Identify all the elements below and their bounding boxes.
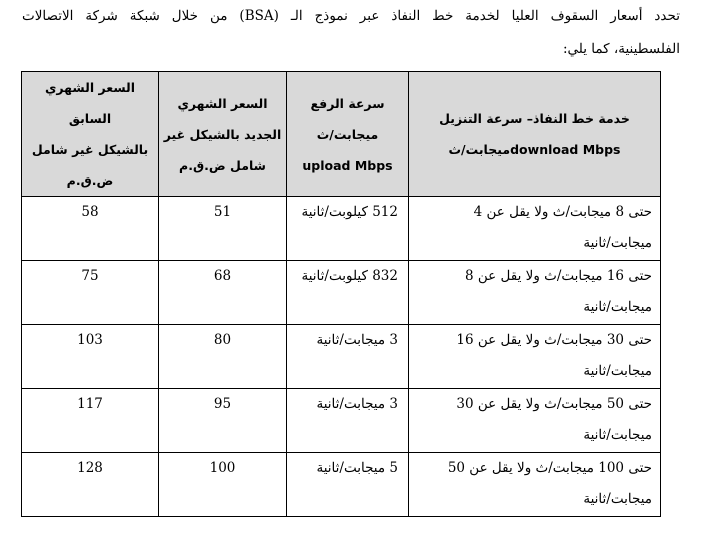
cell-service-line: حتى 50 ميجابت/ث ولا يقل عن 30 [456,396,652,412]
table-row [22,453,661,517]
cell-service-line: حتى 16 ميجابت/ث ولا يقل عن 8 [465,268,652,284]
cell-service [409,389,661,453]
cell-old-price: 75 [22,261,159,325]
header-old-price-line: ض.ق.م [66,173,114,188]
header-service [409,72,661,197]
cell-new-price: 95 [159,389,287,453]
cell-old-price: 58 [22,197,159,261]
header-old-price-line: بالشيكل غير شامل [31,142,149,157]
cell-service-line: ميجابت/ثانية [583,363,652,379]
pricing-table [21,71,661,517]
table-row [22,261,661,325]
intro-line-2: الفلسطينية، كما يلي: [562,41,680,57]
intro-paragraph [0,0,680,66]
cell-new-price: 80 [159,325,287,389]
cell-service-line: ميجابت/ثانية [583,235,652,251]
table-row [22,197,661,261]
header-upload-line: upload Mbps [302,157,393,173]
header-old-price [22,72,159,197]
header-service-line: خدمة خط النفاذ– سرعة التنزيل [439,111,630,126]
cell-service [409,453,661,517]
cell-old-price: 103 [22,325,159,389]
cell-service [409,325,661,389]
header-upload-line: سرعة الرفع [310,95,385,111]
cell-service-line: حتى 30 ميجابت/ث ولا يقل عن 16 [456,332,652,348]
cell-service-line: ميجابت/ثانية [583,491,652,507]
header-new-price-line: شامل ض.ق.م [179,157,266,173]
cell-service-line: حتى 100 ميجابت/ث ولا يقل عن 50 [447,460,652,476]
header-new-price [159,72,287,197]
cell-old-price: 128 [22,453,159,517]
cell-new-price: 100 [159,453,287,517]
cell-upload: 3 ميجابت/ثانية [287,389,409,453]
cell-upload: 512 كيلوبت/ثانية [287,197,409,261]
header-old-price-line: السعر الشهري السابق [44,80,136,126]
header-service-line: download Mbpsميجابت/ث [448,142,621,157]
cell-new-price: 51 [159,197,287,261]
header-new-price-line: السعر الشهري [177,95,268,111]
cell-old-price: 117 [22,389,159,453]
cell-service [409,197,661,261]
intro-line-1: تحدد أسعار السقوف العليا لخدمة خط النفاذ عبر نموذج الـ (BSA) من خلال شبكة شركة الاتصالات [22,8,680,24]
table-row [22,325,661,389]
cell-upload: 3 ميجابت/ثانية [287,325,409,389]
header-new-price-line: الجديد بالشيكل غير [163,126,282,142]
cell-service-line: ميجابت/ثانية [583,299,652,315]
cell-upload: 832 كيلوبت/ثانية [287,261,409,325]
header-upload [287,72,409,197]
table-header-row [22,72,661,197]
table-row [22,389,661,453]
cell-upload: 5 ميجابت/ثانية [287,453,409,517]
header-upload-line: ميجابت/ث [316,126,379,142]
cell-service [409,261,661,325]
cell-service-line: حتى 8 ميجابت/ث ولا يقل عن 4 [473,204,652,220]
cell-service-line: ميجابت/ثانية [583,427,652,443]
cell-new-price: 68 [159,261,287,325]
